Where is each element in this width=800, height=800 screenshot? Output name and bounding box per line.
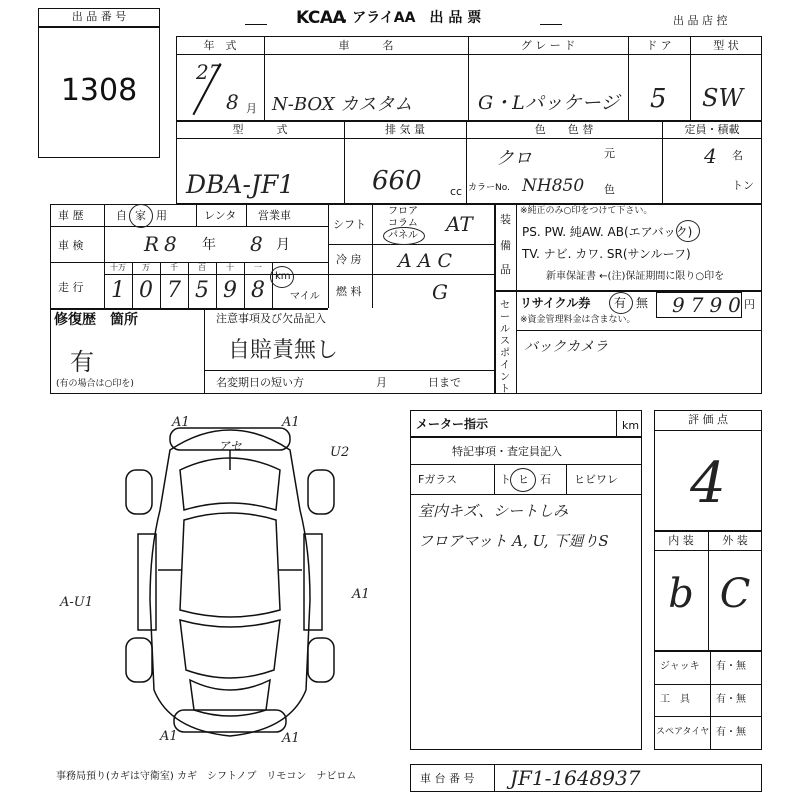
- mileage-km-circle: [270, 266, 294, 288]
- model-label: 型 式: [232, 123, 288, 136]
- mileage-digit: 1: [111, 278, 125, 303]
- mileage-digit: 8: [251, 278, 265, 303]
- inspection-year: 8: [164, 232, 177, 256]
- capacity-value: 4: [704, 144, 717, 168]
- capacity-unit: 名: [732, 149, 743, 162]
- diagram-mark: A-U1: [60, 595, 94, 610]
- repair-note: (有の場合は○印を): [56, 379, 134, 389]
- color-no-value: NH850: [522, 176, 585, 196]
- exterior-label: 外 装: [722, 534, 748, 547]
- cc-unit: cc: [450, 185, 463, 198]
- inspection-label: 車 検: [58, 239, 84, 252]
- meter-unit: km: [622, 419, 640, 432]
- history-own-circled: 家: [135, 209, 146, 222]
- sales-point-value: バックカメラ: [524, 339, 608, 355]
- car-damage-diagram: [110, 410, 350, 750]
- car-name-value: N-BOX カスタム: [272, 94, 413, 115]
- doors-value: 5: [650, 84, 667, 114]
- displacement-value: 660: [372, 166, 422, 196]
- recycle-value: 9790: [672, 293, 747, 317]
- fglass-hi-circle: [510, 468, 536, 492]
- mileage-unit-1k: 千: [170, 263, 178, 272]
- fglass-hi: ヒ: [518, 473, 529, 486]
- history-circle-mark: [129, 204, 153, 228]
- displacement-label: 排 気 量: [385, 123, 425, 136]
- equipment-label-2: 備: [500, 239, 511, 252]
- special-note-2: フロアマット A, U, 下廻りS: [418, 532, 609, 550]
- capacity-label: 定員・積載: [684, 123, 740, 136]
- meter-label: メーター指示: [416, 417, 489, 431]
- model-value: DBA-JF1: [186, 170, 295, 199]
- inspection-month-unit: 月: [276, 237, 290, 253]
- history-use: 用: [156, 209, 167, 222]
- spare-yes-no: 有・無: [716, 727, 746, 738]
- brand-logo: KCAA: [296, 8, 346, 28]
- color-label: 色 色 替: [534, 123, 594, 136]
- fglass-label: Fガラス: [418, 473, 457, 486]
- car-name-label: 車 名: [338, 39, 394, 52]
- inspector-block: [410, 410, 642, 750]
- grade-value: G・Lパッケージ: [478, 92, 620, 114]
- chassis-value: JF1-1648937: [510, 766, 641, 790]
- color-value: クロ: [496, 148, 532, 169]
- inspection-era: R: [144, 232, 160, 256]
- chassis-label: 車 台 番 号: [420, 772, 475, 785]
- diagram-mark: U2: [330, 445, 350, 460]
- grade-label: 評 価 点: [688, 413, 728, 426]
- mileage-unit-10k: 万: [142, 263, 150, 272]
- exterior-value: C: [719, 571, 751, 617]
- mileage-digit: 5: [195, 278, 209, 303]
- history-label: 車 歴: [58, 209, 84, 222]
- recycle-has: 有: [614, 296, 627, 310]
- recycle-unit: 円: [744, 298, 755, 311]
- month-value: 8: [226, 90, 239, 114]
- history-own: 自: [116, 209, 127, 222]
- notes-label: 注意事項及び欠品記入: [216, 312, 326, 325]
- diagram-mark: A1: [160, 729, 178, 744]
- recycle-note: ※資金管理料金は含まない。: [520, 315, 636, 325]
- equipment-line2: TV. ナビ. カワ. SR(サンルーフ): [522, 247, 691, 261]
- inspection-month: 8: [250, 232, 263, 256]
- mileage-unit-100: 百: [198, 263, 206, 272]
- fuel-value: G: [432, 280, 448, 304]
- mileage-digit: 9: [223, 278, 237, 303]
- mileage-unit-1: 一: [254, 263, 262, 272]
- ac-label: 冷 房: [336, 253, 362, 266]
- shift-panel-circle: [383, 227, 425, 245]
- recycle-label: リサイクル券: [520, 296, 591, 310]
- sales-point-label-1: セールスポイント: [500, 300, 510, 395]
- body-type-label: 型 状: [713, 39, 739, 52]
- diagram-mark: A1: [172, 415, 190, 430]
- mileage-digit: 7: [167, 278, 181, 303]
- diagram-mark: アセ: [218, 439, 242, 453]
- equipment-label-1: 装: [500, 213, 511, 226]
- repair-value: 有: [70, 348, 94, 376]
- month-unit: 月: [246, 102, 257, 115]
- deposit-items: 事務局預り(カギは守衛室) カギ シフトノブ リモコン ナビロム: [56, 771, 357, 782]
- equipment-ab-circle: [676, 220, 700, 242]
- shift-panel: パネル: [388, 230, 418, 241]
- lot-number: 1308: [60, 73, 138, 108]
- equipment-note: ※純正のみ○印をつけて下さい。: [520, 206, 653, 216]
- interior-label: 内 装: [668, 534, 694, 547]
- store-control-label: 出 品 店 控: [673, 14, 728, 27]
- fglass-to: ト: [500, 473, 511, 486]
- fglass-hibiware: ヒビワレ: [574, 473, 618, 486]
- year-value: 27: [196, 60, 222, 84]
- interior-value: b: [668, 571, 694, 617]
- notes-value: 自賠責無し: [228, 338, 339, 363]
- grade-value: 4: [690, 451, 726, 516]
- name-change-month: 月: [376, 376, 387, 389]
- name-change-label: 名変期日の短い方: [216, 376, 304, 389]
- recycle-has-circle: [609, 292, 633, 314]
- color-original-unit: 元: [604, 147, 615, 160]
- history-commercial: 営業車: [258, 209, 291, 222]
- grade-label: グ レ ー ド: [520, 39, 576, 52]
- diagram-mark: A1: [282, 731, 300, 746]
- fglass-ishi: 石: [540, 473, 551, 486]
- lot-number-label: 出 品 番 号: [71, 10, 127, 23]
- diagram-mark: A1: [282, 415, 300, 430]
- equipment-line3: 新車保証書 ←(注)保証期間に限り○印を: [546, 271, 725, 282]
- repair-label: 修復歴 箇所: [54, 312, 138, 328]
- spare-label: スペアタイヤ: [656, 727, 710, 737]
- mileage-km: km: [275, 271, 291, 282]
- color-no-label: カラーNo.: [468, 183, 510, 193]
- special-label: 特記事項・査定員記入: [452, 445, 562, 458]
- name-change-day: 日まで: [428, 376, 461, 389]
- tools-yes-no: 有・無: [716, 694, 746, 705]
- mileage-mile: マイル: [290, 291, 320, 302]
- shift-label: シフト: [333, 218, 366, 231]
- inspection-year-unit: 年: [202, 237, 216, 253]
- shift-floor: フロア: [388, 206, 418, 217]
- tons-unit: トン: [732, 179, 754, 192]
- mileage-unit-100k: 十万: [110, 263, 126, 272]
- recycle-none: 無: [636, 296, 649, 310]
- mileage-digit: 0: [139, 278, 153, 303]
- sheet-title: . アライAA 出 品 票: [342, 10, 482, 26]
- ac-value: AAC: [398, 250, 458, 272]
- diagram-mark: A1: [352, 587, 370, 602]
- body-type-value: SW: [702, 84, 744, 112]
- doors-label: ド ア: [646, 39, 672, 52]
- mileage-label: 走 行: [58, 281, 84, 294]
- fuel-label: 燃 料: [336, 285, 362, 298]
- history-rental: レンタ: [204, 209, 237, 222]
- equipment-label-3: 品: [500, 263, 511, 276]
- special-note-1: 室内キズ、シートしみ: [418, 502, 569, 520]
- tools-label: 工 具: [660, 694, 690, 705]
- equipment-line1: PS. PW. 純AW. AB(エアバック): [522, 225, 693, 239]
- color-changed-unit: 色: [604, 183, 615, 196]
- jack-label: ジャッキ: [660, 661, 700, 672]
- year-label: 年 式: [203, 39, 237, 52]
- mileage-unit-10: 十: [226, 263, 234, 272]
- shift-column: コラム: [388, 218, 418, 229]
- shift-value: AT: [446, 212, 473, 236]
- jack-yes-no: 有・無: [716, 661, 746, 672]
